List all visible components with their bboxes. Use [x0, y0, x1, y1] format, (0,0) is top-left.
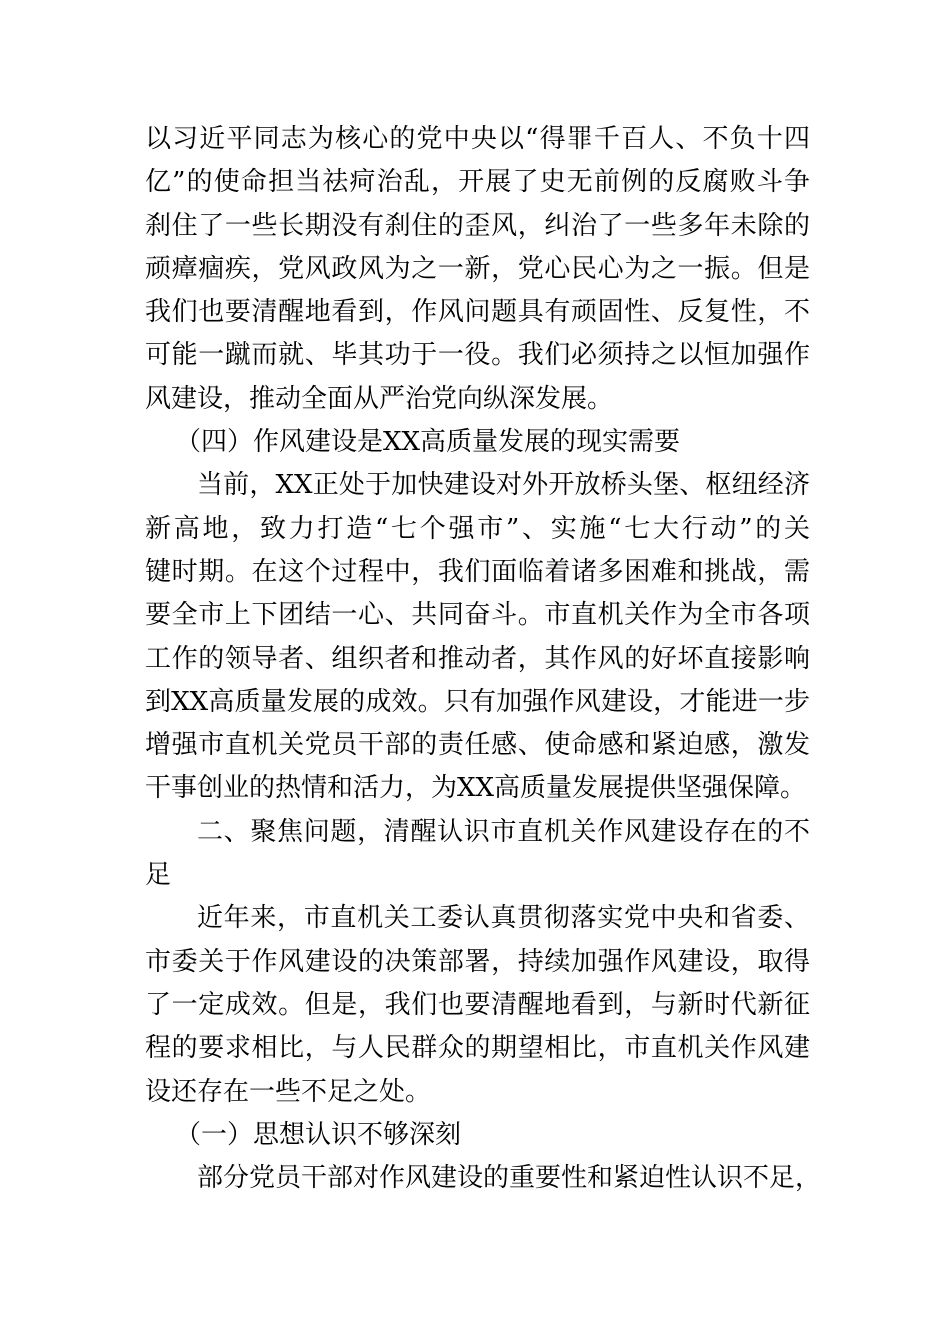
- text-line: 近年来，市直机关工委认真贯彻落实党中央和省委、: [197, 903, 810, 934]
- text-line: 干事创业的热情和活力，为XX高质量发展提供坚强保障。: [145, 773, 807, 804]
- text-line: 当前，XX正处于加快建设对外开放桥头堡、枢纽经济: [197, 470, 810, 501]
- text-line: 要全市上下团结一心、共同奋斗。市直机关作为全市各项: [145, 600, 810, 631]
- text-line: 市委关于作风建设的决策部署，持续加强作风建设，取得: [145, 946, 810, 977]
- text-line: 以习近平同志为核心的党中央以“得罪千百人、不负十四: [145, 124, 810, 154]
- text-line: 增强市直机关党员干部的责任感、使命感和紧迫感，激发: [145, 730, 810, 761]
- text-line: 可能一蹴而就、毕其功于一役。我们必须持之以恒加强作: [145, 340, 810, 371]
- text-line: 部分党员干部对作风建设的重要性和紧迫性认识不足，: [197, 1163, 822, 1194]
- text-line: 风建设，推动全面从严治党向纵深发展。: [145, 383, 614, 414]
- text-line: 工作的领导者、组织者和推动者，其作风的好坏直接影响: [145, 643, 810, 674]
- section-heading: 二、聚焦问题，清醒认识市直机关作风建设存在的不: [197, 816, 810, 847]
- text-line: 我们也要清醒地看到，作风问题具有顽固性、反复性，不: [145, 297, 810, 328]
- text-line: 程的要求相比，与人民群众的期望相比，市直机关作风建: [145, 1033, 810, 1064]
- document-body: [145, 118, 822, 1200]
- text-line: 设还存在一些不足之处。: [145, 1076, 432, 1107]
- text-line: 刹住了一些长期没有刹住的歪风，纠治了一些多年未除的: [145, 210, 810, 241]
- text-line: 键时期。在这个过程中，我们面临着诸多困难和挑战，需: [145, 556, 810, 587]
- text-line: 亿”的使命担当祛疴治乱，开展了史无前例的反腐败斗争: [145, 167, 810, 198]
- text-line: 到XX高质量发展的成效。只有加强作风建设，才能进一步: [145, 686, 810, 717]
- text-line: 顽瘴痼疾，党风政风为之一新，党心民心为之一振。但是: [145, 253, 810, 284]
- section-heading-continued: 足: [145, 860, 172, 891]
- text-line: 新高地，致力打造“七个强市”、实施“七大行动”的关: [145, 513, 810, 544]
- section-heading: （一）思想认识不够深刻: [175, 1119, 462, 1150]
- text-line: 了一定成效。但是，我们也要清醒地看到，与新时代新征: [145, 989, 810, 1020]
- section-heading: （四）作风建设是XX高质量发展的现实需要: [175, 427, 681, 458]
